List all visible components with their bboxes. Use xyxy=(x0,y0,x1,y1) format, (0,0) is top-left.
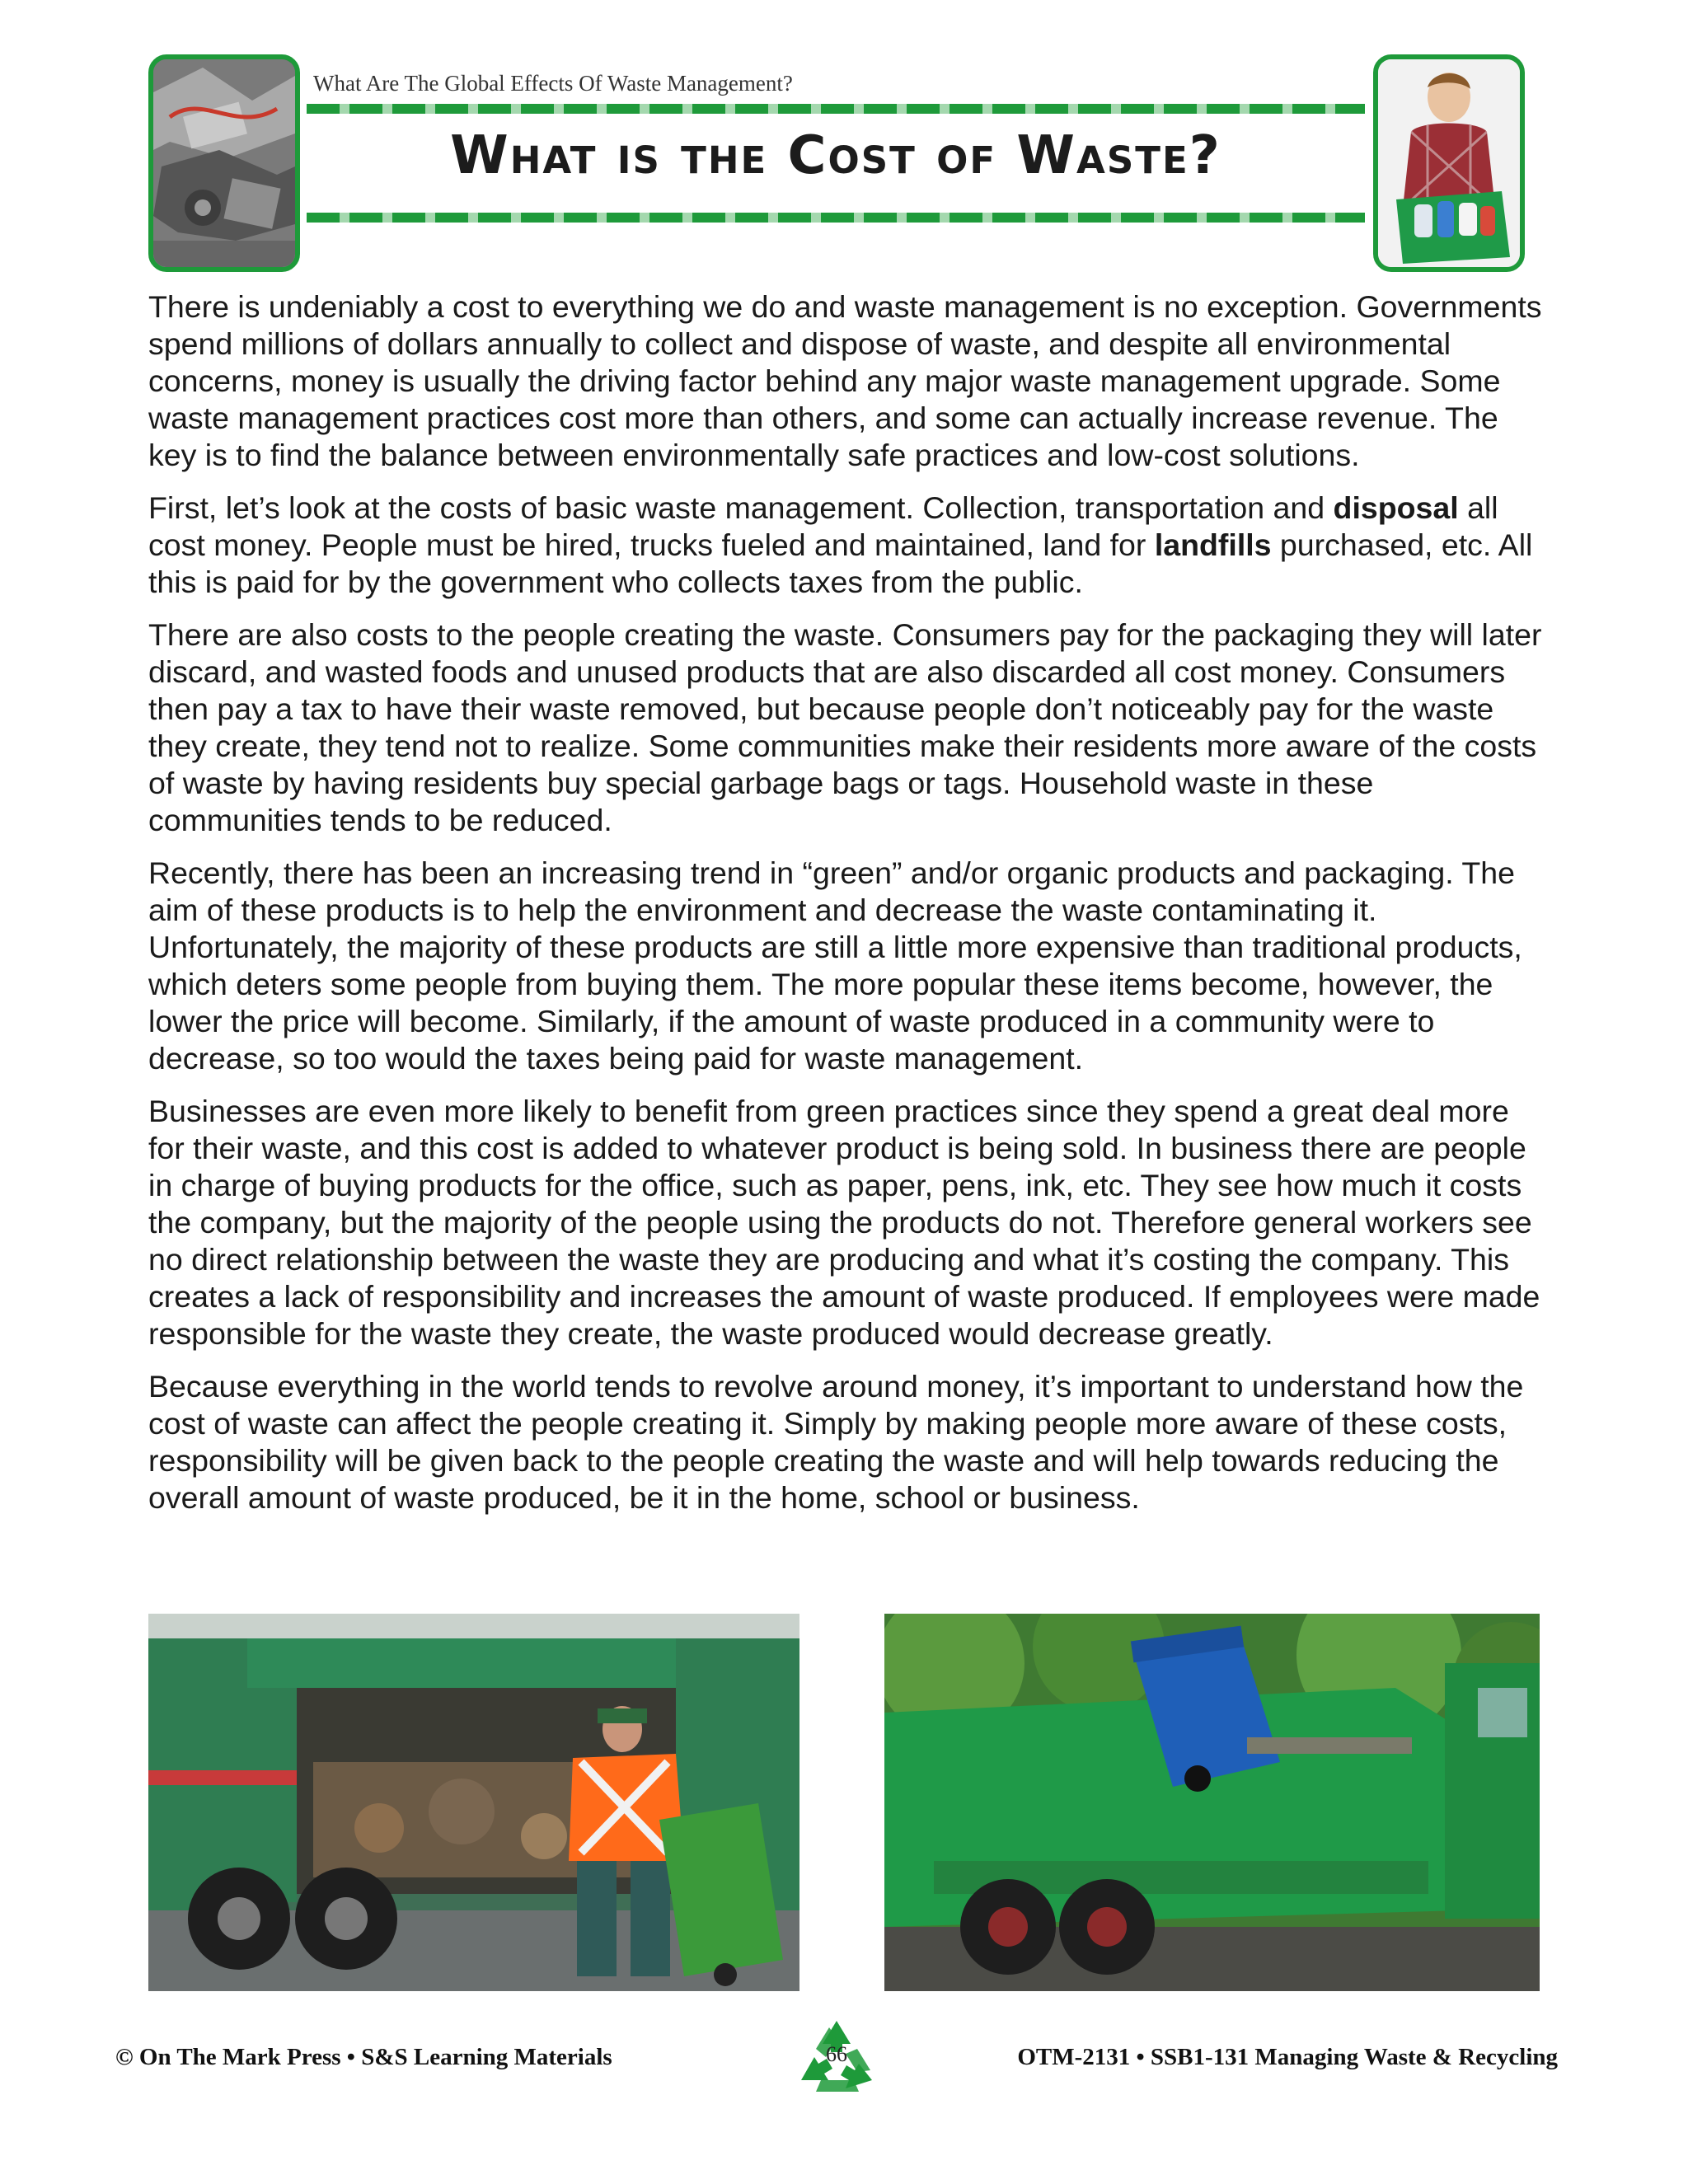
footer-product-code: OTM-2131 • SSB1-131 Managing Waste & Recycling xyxy=(1017,2044,1558,2070)
title-divider-bottom xyxy=(307,213,1365,223)
scrap-metal-photo xyxy=(148,54,300,272)
footer-copyright: © On The Mark Press • S&S Learning Materials xyxy=(115,2044,612,2070)
paragraph-5: Businesses are even more likely to benefit from green practices since they spend a great deal more for their waste, and this cost is added to whatever product is being sold. In business there are people in charge of buying products for the office, such as paper, pens, ink, etc. They see how much it costs the company, but the majority of the people using the products do not. Therefore general workers see no direct relationship between the waste they are producing and what it’s costing the company. This creates a lack of responsibility and increases the amount of waste produced. If employees were made responsible for the waste they create, the waste produced would decrease greatly. xyxy=(148,1094,1540,1351)
paragraph-2-part-b: all cost money. People must be hired, trucks fueled and maintained, land for xyxy=(148,490,1498,562)
term-landfills: landfills xyxy=(1154,527,1272,562)
paragraph-6: Because everything in the world tends to revolve around money, it’s important to understand how the cost of waste can affect the people creating it. Simply by making people more aware of these costs, responsibility will be given back to the people creating the waste and will help towards reducing the overall amount of waste produced, be it in the home, school or business. xyxy=(148,1369,1524,1515)
paragraph-2 xyxy=(148,490,1550,601)
paragraph-2-part-a: First, let’s look at the costs of basic waste management. Collection, transportation and xyxy=(148,490,1334,525)
article-body xyxy=(148,288,1550,1532)
page-number: 66 xyxy=(826,2042,847,2066)
paragraph-4: Recently, there has been an increasing trend in “green” and/or organic products and packaging. The aim of these products is to help the environment and decrease the waste contaminating it. Unfortunately, the majority of these products are still a little more expensive than traditional products, which deters some people from buying them. The more popular these items become, however, the lower the price will become. Similarly, if the amount of waste produced in a community were to decrease, so too would the taxes being paid for waste management. xyxy=(148,855,1522,1076)
paragraph-1: There is undeniably a cost to everything we do and waste management is no exception. Governments spend millions of dollars annually to collect and dispose of waste, and despite all environmental concerns, money is usually the driving factor behind any major waste management upgrade. Some waste management practices cost more than others, and some can actually increase revenue. The key is to find the balance between environmentally safe practices and low-cost solutions. xyxy=(148,289,1542,472)
title-divider-top xyxy=(307,104,1365,114)
section-kicker: What Are The Global Effects Of Waste Management? xyxy=(313,71,793,96)
recycling-truck-photo xyxy=(884,1614,1540,1991)
page-title: What is the Cost of Waste? xyxy=(450,125,1221,186)
garbage-truck-worker-photo xyxy=(148,1614,799,1991)
term-disposal: disposal xyxy=(1333,490,1459,525)
paragraph-2-part-c: purchased, etc. All this is paid for by the government who collects taxes from the public. xyxy=(148,527,1533,599)
boy-with-recycling-bin-photo xyxy=(1373,54,1525,272)
paragraph-3: There are also costs to the people creating the waste. Consumers pay for the packaging they will later discard, and wasted foods and unused products that are also discarded all cost money. Consumers then pay a tax to have their waste removed, but because people don’t noticeably pay for the waste they create, they tend not to realize. Some communities make their residents more aware of the costs of waste by having residents buy special garbage bags or tags. Household waste in these communities tends to be reduced. xyxy=(148,617,1542,837)
